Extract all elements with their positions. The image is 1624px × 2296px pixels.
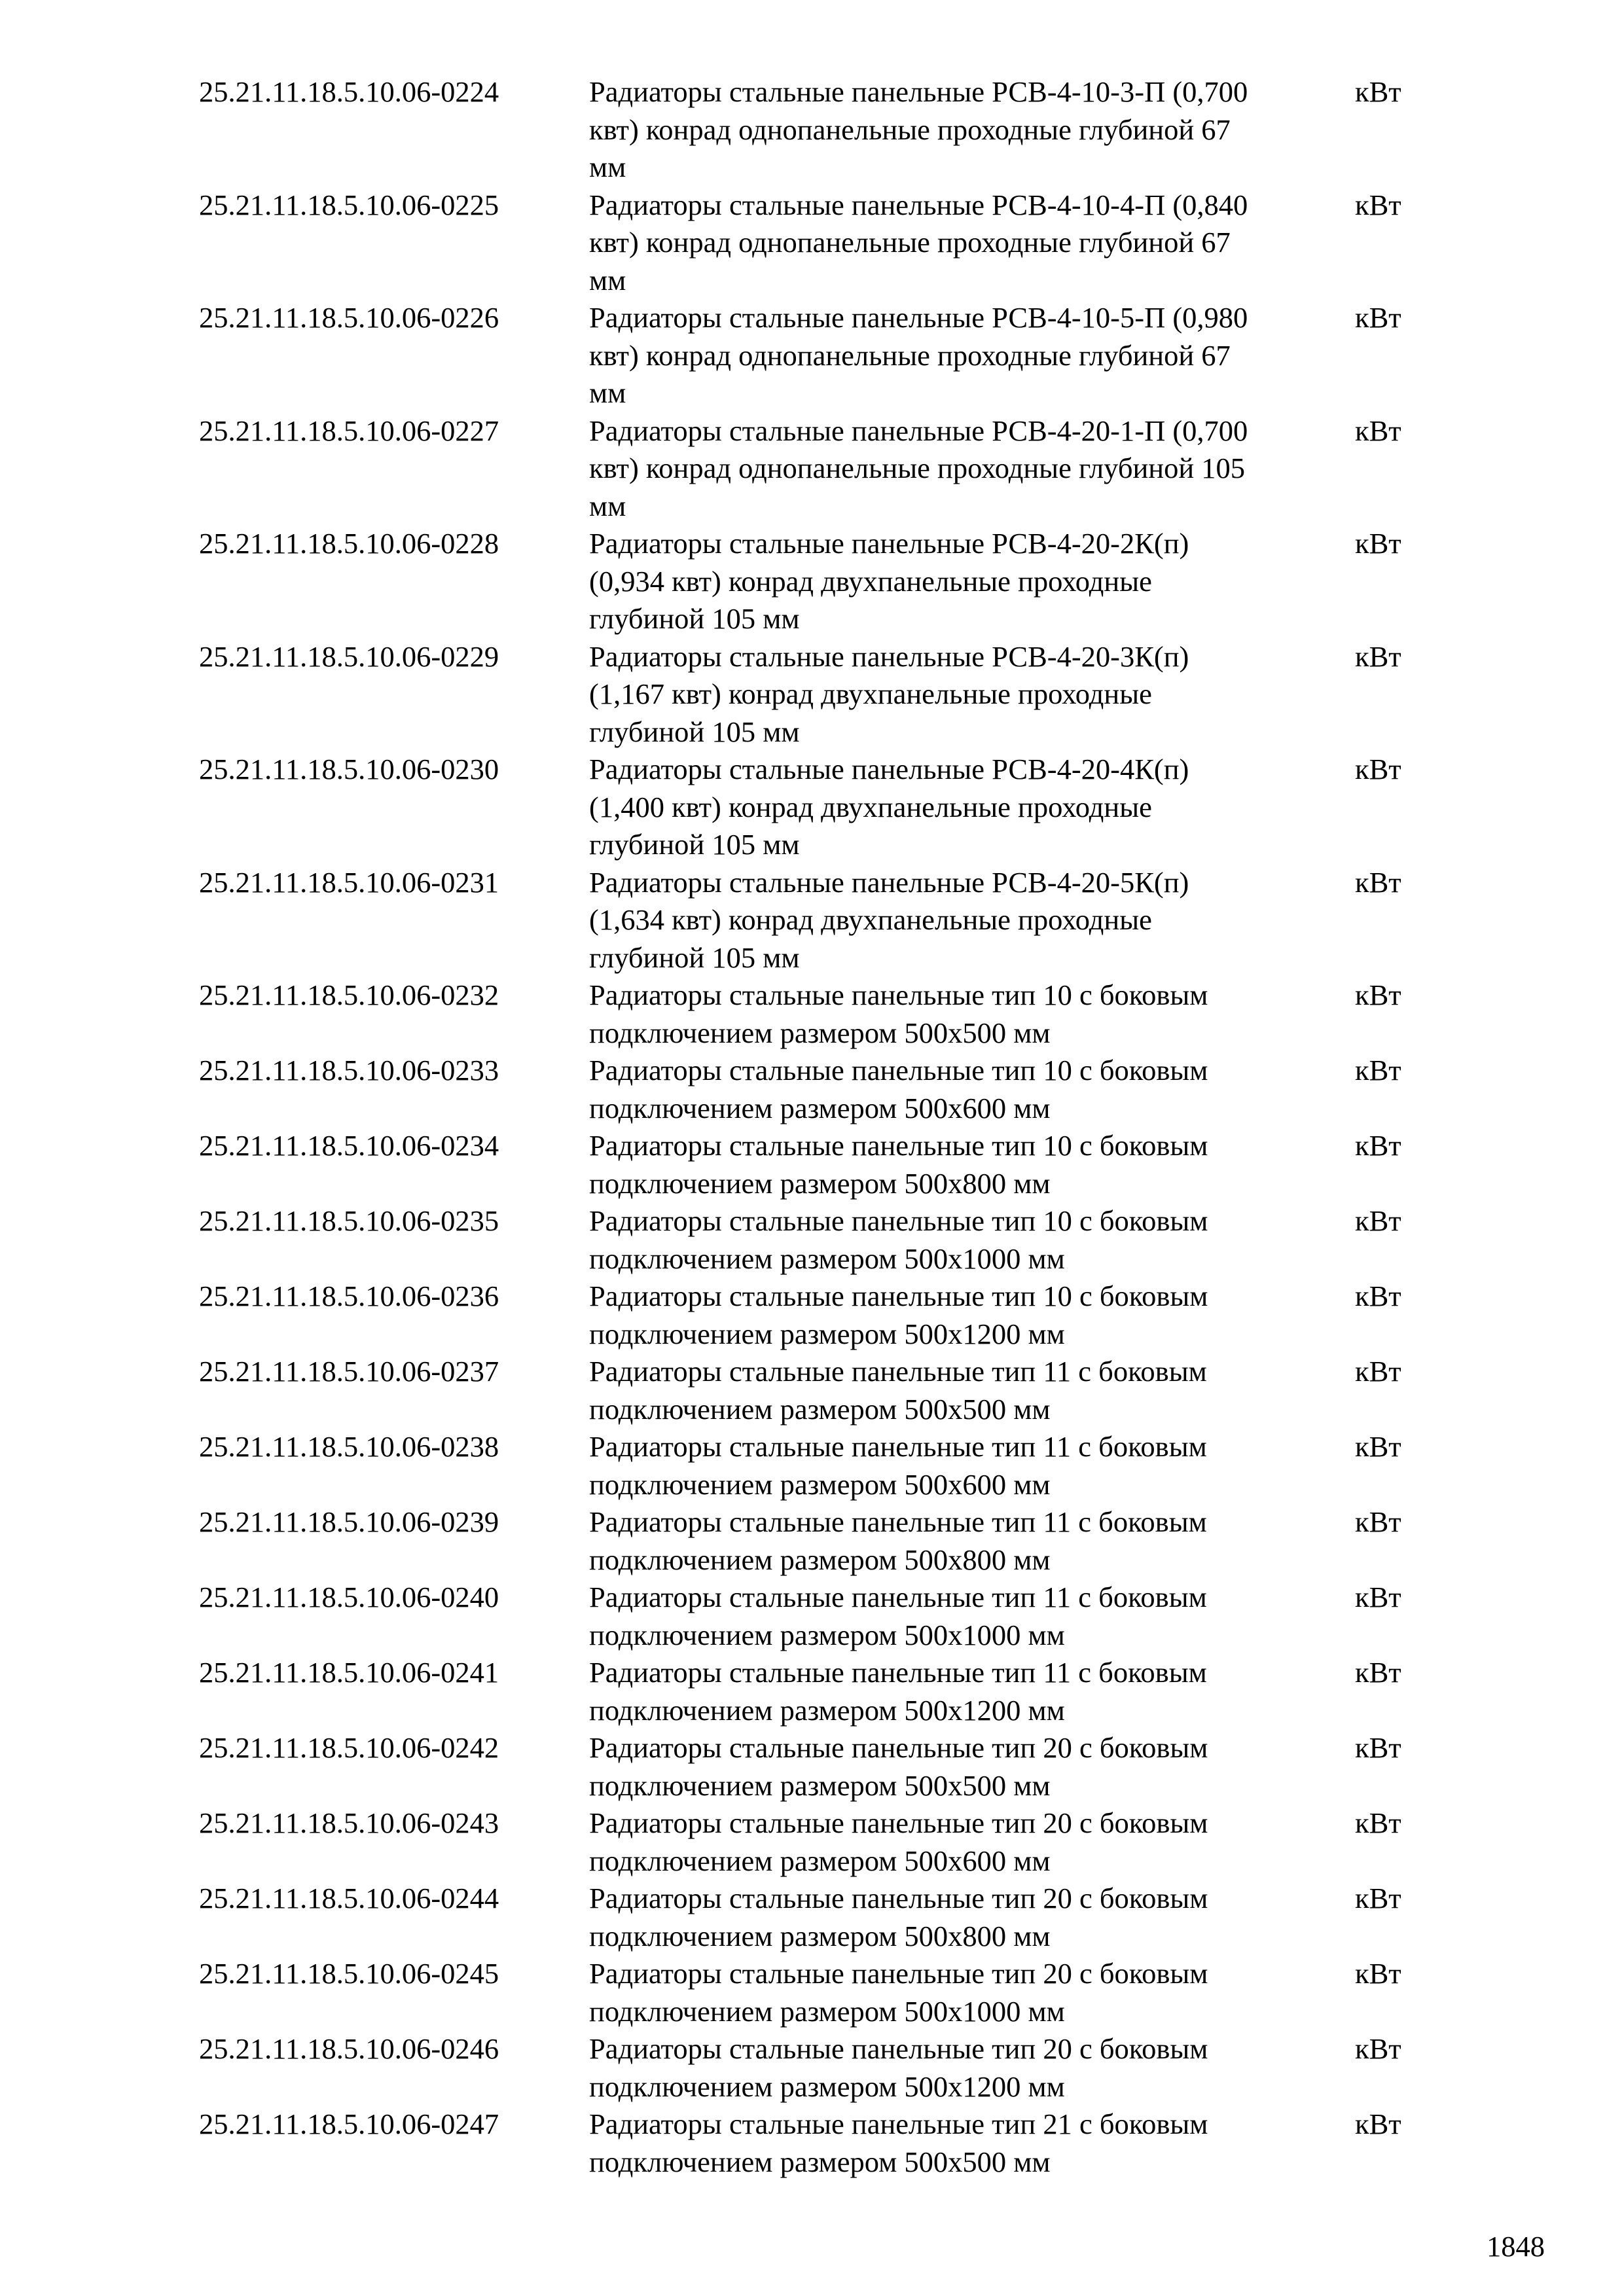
resource-code: 25.21.11.18.5.10.06-0235 xyxy=(199,1204,499,1237)
resource-description xyxy=(589,1955,1348,2030)
table-row xyxy=(199,638,1443,751)
table-row xyxy=(199,1880,1443,1955)
resource-code: 25.21.11.18.5.10.06-0245 xyxy=(199,1957,499,1990)
description-line: Радиаторы стальные панельные тип 10 с боковым xyxy=(589,1054,1208,1086)
description-line: Радиаторы стальные панельные тип 20 с боковым xyxy=(589,1731,1208,1764)
resource-code: 25.21.11.18.5.10.06-0234 xyxy=(199,1129,499,1162)
resource-code: 25.21.11.18.5.10.06-0225 xyxy=(199,188,499,221)
table-row xyxy=(199,751,1443,864)
resource-description xyxy=(589,1052,1348,1127)
unit-of-measure: кВт xyxy=(1355,1731,1401,1764)
table-row xyxy=(199,1052,1443,1127)
resource-code: 25.21.11.18.5.10.06-0243 xyxy=(199,1806,499,1839)
resource-code: 25.21.11.18.5.10.06-0231 xyxy=(199,865,499,899)
description-line: мм xyxy=(589,489,626,522)
description-line: подключением размером 500х1000 мм xyxy=(589,1618,1065,1651)
description-line: мм xyxy=(589,151,626,183)
table-row xyxy=(199,1127,1443,1202)
unit-of-measure: кВт xyxy=(1355,1430,1401,1463)
resource-description xyxy=(589,2106,1348,2181)
description-line: подключением размером 500х1200 мм xyxy=(589,1317,1065,1350)
resource-description xyxy=(589,751,1348,864)
description-line: Радиаторы стальные панельные тип 20 с боковым xyxy=(589,1882,1208,1914)
description-line: Радиаторы стальные панельные РСВ-4-10-4-П (0,840 xyxy=(589,188,1248,221)
table-row xyxy=(199,1202,1443,1278)
description-line: Радиаторы стальные панельные тип 20 с боковым xyxy=(589,1806,1208,1839)
resource-description xyxy=(589,1428,1348,1503)
resource-description xyxy=(589,412,1348,526)
unit-of-measure: кВт xyxy=(1355,1280,1401,1312)
table-row xyxy=(199,1428,1443,1503)
resource-code: 25.21.11.18.5.10.06-0238 xyxy=(199,1430,499,1463)
unit-of-measure: кВт xyxy=(1355,1054,1401,1086)
description-line: подключением размером 500х800 мм xyxy=(589,1543,1051,1576)
description-line: подключением размером 500х500 мм xyxy=(589,1392,1051,1426)
resource-code: 25.21.11.18.5.10.06-0240 xyxy=(199,1581,499,1613)
description-line: подключением размером 500х600 мм xyxy=(589,1467,1051,1501)
table-row xyxy=(199,1579,1443,1654)
resource-code: 25.21.11.18.5.10.06-0244 xyxy=(199,1882,499,1914)
resource-code: 25.21.11.18.5.10.06-0230 xyxy=(199,753,499,785)
resource-code: 25.21.11.18.5.10.06-0246 xyxy=(199,2032,499,2065)
description-line: (1,167 квт) конрад двухпанельные проходные xyxy=(589,677,1152,710)
description-line: подключением размером 500х800 мм xyxy=(589,1166,1051,1200)
unit-of-measure: кВт xyxy=(1355,414,1401,447)
description-line: подключением размером 500х800 мм xyxy=(589,1919,1051,1952)
description-line: Радиаторы стальные панельные РСВ-4-20-1-П (0,700 xyxy=(589,414,1248,447)
description-line: глубиной 105 мм xyxy=(589,828,800,861)
table-row xyxy=(199,525,1443,638)
resource-description xyxy=(589,525,1348,638)
resource-code: 25.21.11.18.5.10.06-0237 xyxy=(199,1355,499,1388)
description-line: Радиаторы стальные панельные РСВ-4-20-4К(п) xyxy=(589,753,1189,785)
table-row xyxy=(199,864,1443,977)
table-row xyxy=(199,2030,1443,2106)
unit-of-measure: кВт xyxy=(1355,1806,1401,1839)
resource-description xyxy=(589,1579,1348,1654)
description-line: Радиаторы стальные панельные тип 10 с боковым xyxy=(589,1280,1208,1312)
unit-of-measure: кВт xyxy=(1355,1505,1401,1538)
description-line: Радиаторы стальные панельные тип 11 с боковым xyxy=(589,1656,1207,1689)
unit-of-measure: кВт xyxy=(1355,978,1401,1011)
description-line: Радиаторы стальные панельные РСВ-4-10-3-П (0,700 xyxy=(589,75,1248,108)
description-line: подключением размером 500х500 мм xyxy=(589,1768,1051,1802)
resource-description xyxy=(589,187,1348,300)
resource-description xyxy=(589,1127,1348,1202)
table-row xyxy=(199,187,1443,300)
description-line: Радиаторы стальные панельные тип 11 с боковым xyxy=(589,1430,1207,1463)
description-line: (1,634 квт) конрад двухпанельные проходные xyxy=(589,903,1152,936)
description-line: Радиаторы стальные панельные тип 10 с боковым xyxy=(589,1204,1208,1237)
description-line: Радиаторы стальные панельные РСВ-4-10-5-П (0,980 xyxy=(589,301,1248,334)
resource-code: 25.21.11.18.5.10.06-0229 xyxy=(199,639,499,673)
description-line: Радиаторы стальные панельные тип 11 с боковым xyxy=(589,1581,1207,1613)
description-line: квт) конрад однопанельные проходные глубиной 67 xyxy=(589,226,1231,259)
resource-code: 25.21.11.18.5.10.06-0232 xyxy=(199,978,499,1011)
resource-code: 25.21.11.18.5.10.06-0233 xyxy=(199,1054,499,1086)
resource-description xyxy=(589,638,1348,751)
unit-of-measure: кВт xyxy=(1355,188,1401,221)
resource-description xyxy=(589,73,1348,187)
resource-code: 25.21.11.18.5.10.06-0236 xyxy=(199,1280,499,1312)
description-line: глубиной 105 мм xyxy=(589,602,800,635)
table-row xyxy=(199,1729,1443,1804)
resource-code: 25.21.11.18.5.10.06-0227 xyxy=(199,414,499,447)
unit-of-measure: кВт xyxy=(1355,865,1401,899)
description-line: подключением размером 500х500 мм xyxy=(589,2145,1051,2178)
unit-of-measure: кВт xyxy=(1355,2032,1401,2065)
resource-code: 25.21.11.18.5.10.06-0228 xyxy=(199,527,499,560)
description-line: подключением размером 500х600 мм xyxy=(589,1844,1051,1877)
resource-code: 25.21.11.18.5.10.06-0247 xyxy=(199,2108,499,2140)
unit-of-measure: кВт xyxy=(1355,75,1401,108)
description-line: квт) конрад однопанельные проходные глубиной 67 xyxy=(589,338,1231,372)
table-row xyxy=(199,412,1443,526)
resource-code: 25.21.11.18.5.10.06-0226 xyxy=(199,301,499,334)
description-line: подключением размером 500х1200 мм xyxy=(589,1693,1065,1727)
unit-of-measure: кВт xyxy=(1355,1656,1401,1689)
description-line: глубиной 105 мм xyxy=(589,715,800,748)
resource-description xyxy=(589,864,1348,977)
table-row xyxy=(199,1804,1443,1880)
description-line: Радиаторы стальные панельные тип 20 с боковым xyxy=(589,2032,1208,2065)
description-line: мм xyxy=(589,263,626,296)
description-line: квт) конрад однопанельные проходные глубиной 105 xyxy=(589,452,1246,484)
table-row xyxy=(199,1353,1443,1428)
description-line: подключением размером 500х1000 мм xyxy=(589,1994,1065,2028)
unit-of-measure: кВт xyxy=(1355,301,1401,334)
resource-code: 25.21.11.18.5.10.06-0241 xyxy=(199,1656,499,1689)
description-line: подключением размером 500х1200 мм xyxy=(589,2070,1065,2103)
page-number: 1848 xyxy=(1487,2230,1545,2263)
description-line: мм xyxy=(589,376,626,409)
resource-description xyxy=(589,1278,1348,1353)
price-list-table xyxy=(199,73,1443,2181)
unit-of-measure: кВт xyxy=(1355,1129,1401,1162)
resource-description xyxy=(589,1353,1348,1428)
description-line: (0,934 квт) конрад двухпанельные проходные xyxy=(589,564,1152,598)
table-row xyxy=(199,73,1443,187)
description-line: Радиаторы стальные панельные тип 10 с боковым xyxy=(589,1129,1208,1162)
description-line: квт) конрад однопанельные проходные глубиной 67 xyxy=(589,113,1231,146)
description-line: Радиаторы стальные панельные тип 11 с боковым xyxy=(589,1505,1207,1538)
unit-of-measure: кВт xyxy=(1355,1957,1401,1990)
description-line: глубиной 105 мм xyxy=(589,941,800,974)
unit-of-measure: кВт xyxy=(1355,2108,1401,2140)
table-row xyxy=(199,1955,1443,2030)
unit-of-measure: кВт xyxy=(1355,1204,1401,1237)
resource-description xyxy=(589,2030,1348,2106)
unit-of-measure: кВт xyxy=(1355,639,1401,673)
description-line: подключением размером 500х500 мм xyxy=(589,1016,1051,1049)
unit-of-measure: кВт xyxy=(1355,527,1401,560)
resource-description xyxy=(589,1880,1348,1955)
resource-description xyxy=(589,977,1348,1052)
unit-of-measure: кВт xyxy=(1355,1581,1401,1613)
description-line: (1,400 квт) конрад двухпанельные проходные xyxy=(589,790,1152,823)
description-line: Радиаторы стальные панельные РСВ-4-20-2К(п) xyxy=(589,527,1189,560)
resource-description xyxy=(589,1729,1348,1804)
table-row xyxy=(199,1654,1443,1729)
description-line: Радиаторы стальные панельные тип 11 с боковым xyxy=(589,1355,1207,1388)
resource-description xyxy=(589,1804,1348,1880)
table-row xyxy=(199,1503,1443,1579)
resource-description xyxy=(589,1503,1348,1579)
unit-of-measure: кВт xyxy=(1355,1882,1401,1914)
resource-description xyxy=(589,1202,1348,1278)
resource-code: 25.21.11.18.5.10.06-0242 xyxy=(199,1731,499,1764)
resource-description xyxy=(589,299,1348,412)
table-row xyxy=(199,977,1443,1052)
resource-description xyxy=(589,1654,1348,1729)
resource-code: 25.21.11.18.5.10.06-0224 xyxy=(199,75,499,108)
description-line: Радиаторы стальные панельные РСВ-4-20-3К(п) xyxy=(589,639,1189,673)
description-line: подключением размером 500х1000 мм xyxy=(589,1242,1065,1275)
description-line: подключением размером 500х600 мм xyxy=(589,1091,1051,1124)
description-line: Радиаторы стальные панельные тип 21 с боковым xyxy=(589,2108,1208,2140)
resource-code: 25.21.11.18.5.10.06-0239 xyxy=(199,1505,499,1538)
description-line: Радиаторы стальные панельные тип 20 с боковым xyxy=(589,1957,1208,1990)
table-row xyxy=(199,2106,1443,2181)
table-row xyxy=(199,299,1443,412)
unit-of-measure: кВт xyxy=(1355,753,1401,785)
description-line: Радиаторы стальные панельные тип 10 с боковым xyxy=(589,978,1208,1011)
description-line: Радиаторы стальные панельные РСВ-4-20-5К(п) xyxy=(589,865,1189,899)
unit-of-measure: кВт xyxy=(1355,1355,1401,1388)
table-row xyxy=(199,1278,1443,1353)
